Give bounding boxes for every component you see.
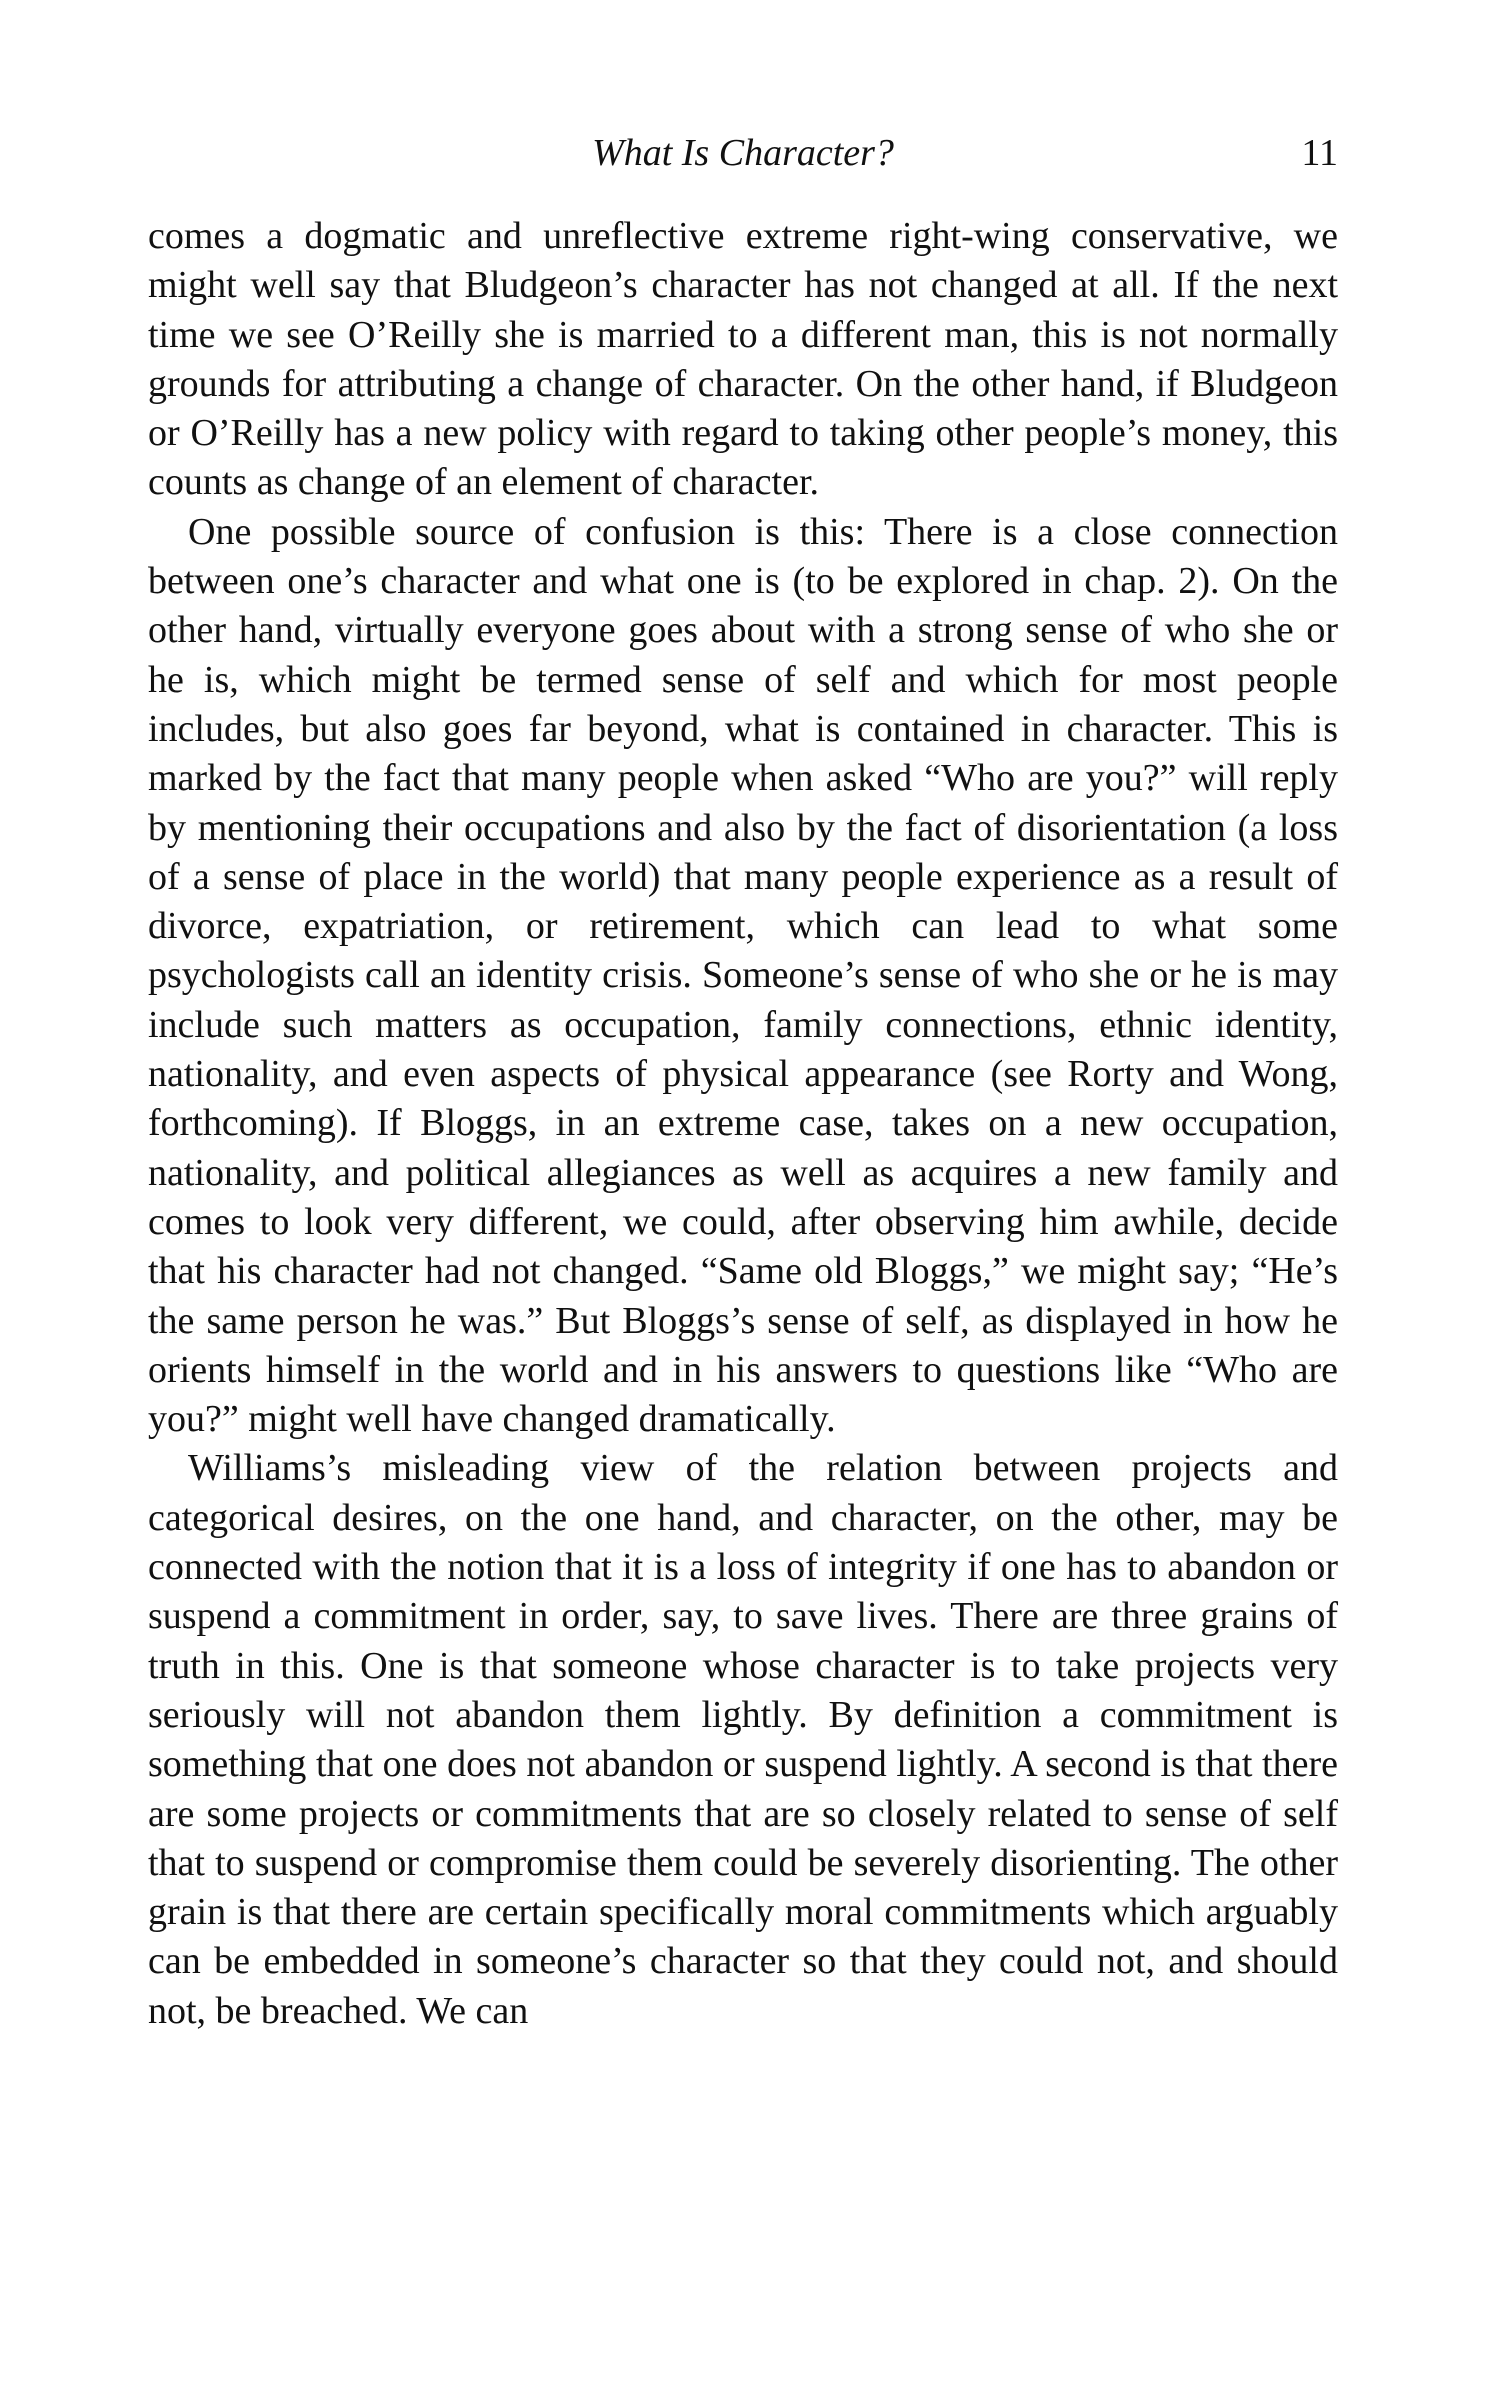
- paragraph-integrity: Williams’s misleading view of the relation between projects and categorical desires, on the one hand, and character, on the other, may be connected with the notion that it is a loss of integrity if one has to abandon or suspend a commitment in order, say, to save lives. There are three grains of truth in this. One is that someone whose character is to take projects very seriously will not abandon them lightly. By definition a commitment is something that one does not abandon or suspend lightly. A second is that there are some projects or commitments that are so closely related to sense of self that to suspend or compromise them could be severely disorienting. The other grain is that there are certain specifically moral commitments which arguably can be embedded in someone’s character so that they could not, and should not, be breached. We can: [148, 1447, 1338, 2032]
- paragraph-sense-of-self: One possible source of confusion is this: There is a close connection between one’s character and what one is (to be explored in chap. 2). On the other hand, virtually everyone goes about with a strong sense of who she or he is, which might be termed sense of self and which for most people includes, but also goes far beyond, what is contained in character. This is marked by the fact that many people when asked “Who are you?” will reply by mentioning their occupations and also by the fact of disorientation (a loss of a sense of place in the world) that many people experience as a result of divorce, expatriation, or retirement, which can lead to what some psychologists call an identity crisis. Someone’s sense of who she or he is may include such matters as occupation, family connections, ethnic identity, nationality, and even aspects of physical appearance (see Rorty and Wong, forthcoming). If Bloggs, in an extreme case, takes on a new occupation, nationality, and political allegiances as well as acquires a new family and comes to look very different, we could, after observing him awhile, decide that his character had not changed. “Same old Bloggs,” we might say; “He’s the same person he was.” But Bloggs’s sense of self, as displayed in how he orients himself in the world and in his answers to questions like “Who are you?” might well have changed dramatically.: [148, 510, 1338, 1441]
- book-page: [148, 128, 1338, 2036]
- paragraph-continued: comes a dogmatic and unreflective extreme right-wing conservative, we might well say that Bludgeon’s character has not changed at all. If the next time we see O’Reilly she is married to a different man, this is not normally grounds for attributing a change of character. On the other hand, if Bludgeon or O’Reilly has a new policy with regard to taking other people’s money, this counts as change of an element of character.: [148, 215, 1338, 504]
- page-header: [148, 128, 1338, 178]
- running-title: What Is Character?: [592, 132, 894, 174]
- body-text: [148, 212, 1338, 2036]
- page-number: 11: [1301, 132, 1338, 174]
